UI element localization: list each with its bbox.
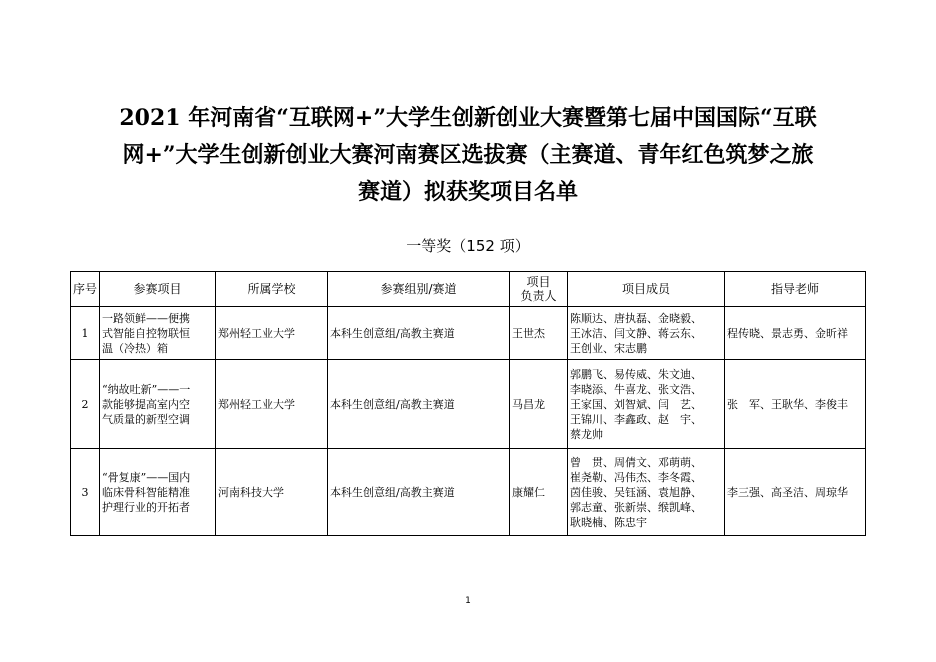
members-line: 王冰洁、闫文静、蒋云东、	[570, 326, 702, 340]
members-line: 王家国、刘智斌、闫 艺、	[570, 397, 702, 411]
table-row	[71, 449, 866, 536]
header-leader	[510, 272, 568, 307]
cell-school: 郑州轻工业大学	[216, 360, 328, 449]
cell-school: 河南科技大学	[216, 449, 328, 536]
project-line: “骨复康”——国内	[102, 470, 191, 484]
cell-no: 2	[71, 360, 100, 449]
cell-members	[568, 307, 725, 360]
project-line: “纳故吐新”——一	[102, 382, 191, 396]
members-line: 崔尧勒、冯伟杰、李冬霞、	[570, 470, 702, 484]
header-project: 参赛项目	[100, 272, 216, 307]
header-teacher: 指导老师	[725, 272, 866, 307]
awards-table	[70, 271, 866, 536]
header-leader-line: 负责人	[520, 289, 557, 303]
document-title-line: 2021 年河南省“互联网+”大学生创新创业大赛暨第七届中国国际“互联	[119, 105, 817, 131]
project-line: 式智能自控物联恒	[102, 326, 190, 340]
project-line: 一路领鲜——便携	[102, 311, 190, 325]
members-line: 茵佳骏、吴钰涵、袁旭静、	[570, 485, 702, 499]
cell-no: 3	[71, 449, 100, 536]
cell-project	[100, 449, 216, 536]
table-header-row	[71, 272, 866, 307]
project-line: 款能够提高室内空	[102, 397, 190, 411]
members-line: 郭志童、张新崇、缑凯峰、	[570, 500, 702, 514]
members-line: 郭鹏飞、易传威、朱文迪、	[570, 367, 702, 381]
header-group: 参赛组别/赛道	[328, 272, 510, 307]
project-line: 温（冷热）箱	[102, 341, 168, 355]
cell-no: 1	[71, 307, 100, 360]
members-line: 陈顺达、唐执磊、金晓毅、	[570, 311, 702, 325]
cell-members	[568, 360, 725, 449]
cell-teacher: 程传晓、景志勇、金昕祥	[725, 307, 866, 360]
award-level-heading: 一等奖（152 项）	[406, 237, 530, 255]
table-row	[71, 360, 866, 449]
cell-leader: 马昌龙	[510, 360, 568, 449]
cell-leader: 康耀仁	[510, 449, 568, 536]
document-title-line: 网+”大学生创新创业大赛河南赛区选拔赛（主赛道、青年红色筑梦之旅	[122, 142, 814, 168]
members-line: 王锦川、李鑫政、赵 宇、	[570, 412, 702, 426]
members-line: 耿晓楠、陈忠宇	[570, 515, 647, 529]
header-members: 项目成员	[568, 272, 725, 307]
project-line: 气质量的新型空调	[102, 412, 190, 426]
document-title-line: 赛道）拟获奖项目名单	[357, 179, 578, 205]
cell-project	[100, 307, 216, 360]
project-line: 临床骨科智能精准	[102, 485, 190, 499]
cell-teacher: 张 军、王耿华、李俊丰	[725, 360, 866, 449]
project-line: 护理行业的开拓者	[102, 500, 190, 514]
header-no: 序号	[71, 272, 100, 307]
cell-leader: 王世杰	[510, 307, 568, 360]
table-row	[71, 307, 866, 360]
cell-group: 本科生创意组/高教主赛道	[328, 307, 510, 360]
cell-members	[568, 449, 725, 536]
members-line: 蔡龙帅	[570, 427, 603, 441]
cell-group: 本科生创意组/高教主赛道	[328, 360, 510, 449]
members-line: 王创业、宋志鹏	[570, 341, 647, 355]
cell-project	[100, 360, 216, 449]
document-title	[60, 100, 876, 211]
page-number: 1	[465, 596, 471, 606]
header-leader-line: 项目	[526, 275, 551, 289]
members-line: 曾 贯、周倩文、邓萌萌、	[570, 455, 702, 469]
members-line: 李晓添、牛喜龙、张文浩、	[570, 382, 702, 396]
cell-teacher: 李三强、高圣洁、周琼华	[725, 449, 866, 536]
header-school: 所属学校	[216, 272, 328, 307]
cell-group: 本科生创意组/高教主赛道	[328, 449, 510, 536]
cell-school: 郑州轻工业大学	[216, 307, 328, 360]
